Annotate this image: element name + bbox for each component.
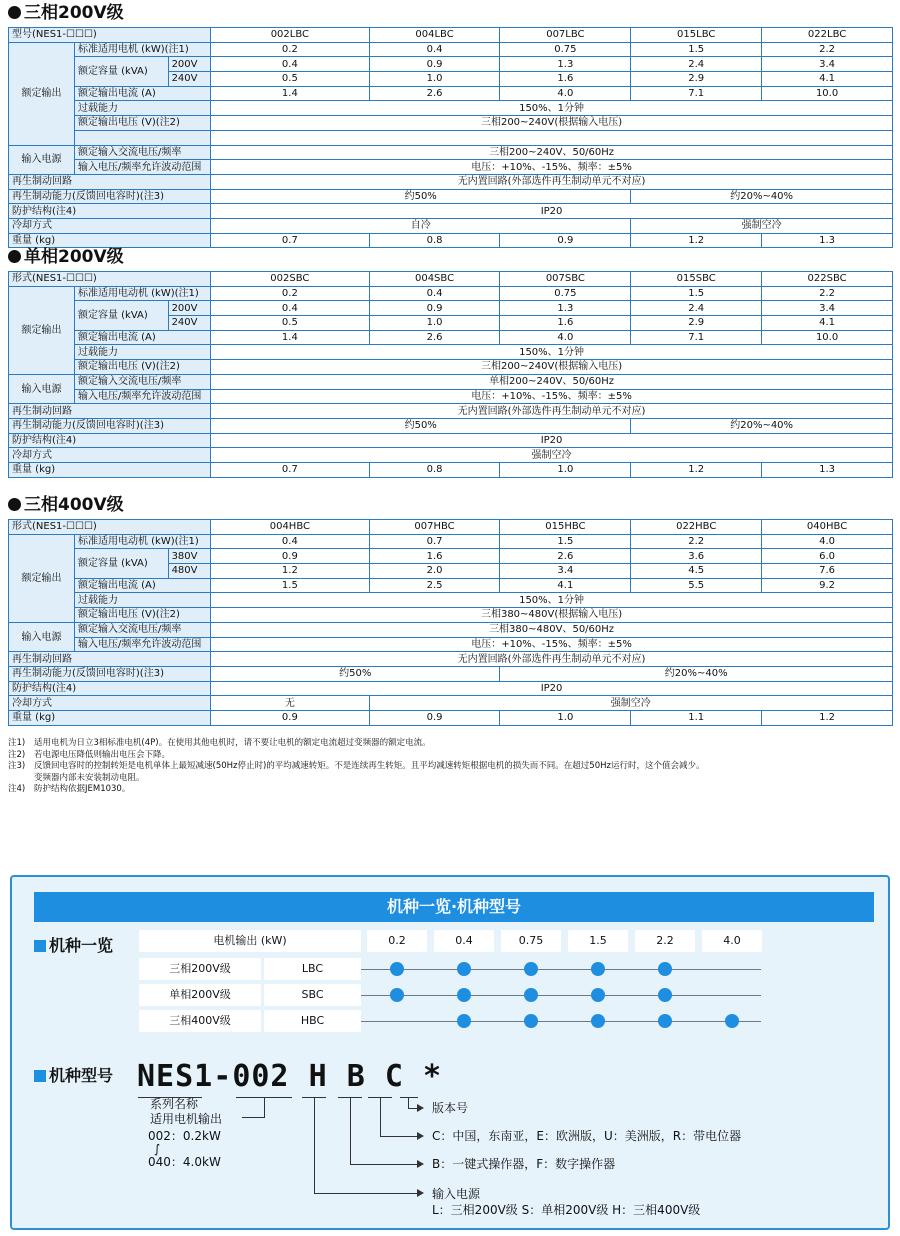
table-row — [9, 130, 893, 145]
table-row: 240V 0.5 1.0 1.6 2.9 4.1 — [9, 316, 893, 331]
table-row: 型号(NES1-☐☐☐) 002LBC 004LBC 007LBC 015LBC 022LBC — [9, 28, 893, 43]
lineup-row-code: LBC — [264, 958, 361, 980]
table-row: 额定容量 (kVA) 200V 0.4 0.9 1.3 2.4 3.4 — [9, 301, 893, 316]
lineup-row-code: SBC — [264, 984, 361, 1006]
bracket-line — [314, 1097, 315, 1193]
model-version: * — [422, 1059, 442, 1094]
arrow-right-icon — [417, 1132, 424, 1140]
table-row: 再生制动回路 无内置回路(外部选件再生制动单元不对应) — [9, 174, 893, 189]
table-row: 再生制动能力(反馈回电容时)(注3) 约50% 约20%~40% — [9, 189, 893, 204]
bracket-line — [314, 1193, 418, 1194]
bracket-line — [350, 1097, 351, 1164]
table-row: 额定容量 (kVA) 200V 0.4 0.9 1.3 2.4 3.4 — [9, 57, 893, 72]
motor-output-label: 电机输出 (kW) — [139, 930, 361, 952]
bracket-line — [380, 1136, 418, 1137]
square-bullet-icon — [34, 940, 46, 952]
model-lineup-panel — [10, 875, 890, 1230]
power-title: 输入电源 — [432, 1187, 481, 1201]
bracket-line — [380, 1097, 381, 1137]
table-row: 重量 (kg) 0.9 0.9 1.0 1.1 1.2 — [9, 710, 893, 725]
group-label: 额定输出 — [9, 534, 75, 622]
output-cell: 1.5 — [568, 930, 628, 952]
output-cell: 0.2 — [367, 930, 427, 952]
available-dot-icon — [658, 1014, 672, 1028]
available-dot-icon — [390, 962, 404, 976]
series-name-label: 系列名称 — [150, 1097, 199, 1111]
table-row: 额定容量 (kVA) 380V 0.9 1.6 2.6 3.6 6.0 — [9, 549, 893, 564]
row-line — [361, 1021, 761, 1022]
model-header: 形式(NES1-☐☐☐) — [9, 272, 211, 287]
model-operator: B — [346, 1059, 366, 1094]
table-row: 重量 (kg) 0.7 0.8 1.0 1.2 1.3 — [9, 462, 893, 477]
section-title: 三相200V级 — [8, 2, 124, 24]
model-dash: - — [213, 1059, 233, 1094]
group-label: 输入电源 — [9, 374, 75, 403]
group-label: 输入电源 — [9, 145, 75, 174]
bracket-line — [264, 1097, 265, 1118]
model-output: 002 — [232, 1059, 290, 1094]
group-label: 额定输出 — [9, 286, 75, 374]
table-row: 输入电源 额定输入交流电压/频率 三相380~480V、50/60Hz — [9, 622, 893, 637]
available-dot-icon — [390, 988, 404, 1002]
model-region: C — [384, 1059, 404, 1094]
version-label: 版本号 — [432, 1101, 469, 1115]
model-number-heading: 机种型号 — [34, 1063, 113, 1086]
footnote: 注3) 反馈回电容时的控制转矩是电机单体上最短减速(50Hz停止时)的平均减速转矩。不是连续再生转矩。且平均减速转矩根据电机的损失而不同。在超过50Hz运行时，这个值会减少。 — [8, 761, 705, 771]
table-row: 额定输出电压 (V)(注2) 三相380~480V(根据输入电压) — [9, 608, 893, 623]
footnote: 注4) 防护结构依据JEM1030。 — [8, 784, 131, 794]
footnote: 变频器内部未安装制动电阻。 — [34, 772, 145, 783]
available-dot-icon — [457, 962, 471, 976]
available-dot-icon — [591, 1014, 605, 1028]
table-row: 输入电压/频率允许波动范围 电压：+10%、-15%、频率：±5% — [9, 637, 893, 652]
table-row: 再生制动回路 无内置回路(外部选件再生制动单元不对应) — [9, 652, 893, 667]
available-dot-icon — [591, 962, 605, 976]
lineup-row-name: 单相200V级 — [139, 984, 261, 1006]
region-desc: C：中国，东南亚，E：欧洲版，U：美洲版，R：带电位器 — [432, 1129, 742, 1143]
table-row: 额定输出 标准适用电动机 (kW)(注1) 0.2 0.4 0.75 1.5 2.2 — [9, 286, 893, 301]
model-series: NES1 — [137, 1059, 214, 1094]
available-dot-icon — [725, 1014, 739, 1028]
table-row: 冷却方式 自冷 强制空冷 — [9, 218, 893, 233]
footnote: 注2) 若电源电压降低则输出电压会下降。 — [8, 749, 171, 760]
lineup-row-code: HBC — [264, 1010, 361, 1032]
model-number — [137, 1059, 442, 1094]
model-header: 型号(NES1-☐☐☐) — [9, 28, 211, 43]
table-row: 形式(NES1-☐☐☐) 004HBC 007HBC 015HBC 022HBC 040HBC — [9, 520, 893, 535]
output-cell: 0.75 — [501, 930, 561, 952]
table-row: 再生制动回路 无内置回路(外部选件再生制动单元不对应) — [9, 404, 893, 419]
arrow-right-icon — [417, 1160, 424, 1168]
available-dot-icon — [658, 962, 672, 976]
footnotes — [8, 738, 893, 796]
spec-table-1ph-200v — [8, 271, 893, 478]
table-row: 额定输出电流 (A) 1.4 2.6 4.0 7.1 10.0 — [9, 86, 893, 101]
table-row: 冷却方式 强制空冷 — [9, 448, 893, 463]
output-cell: 0.4 — [434, 930, 494, 952]
table-row: 240V 0.5 1.0 1.6 2.9 4.1 — [9, 72, 893, 87]
model-header: 形式(NES1-☐☐☐) — [9, 520, 211, 535]
table-row: 防护结构(注4) IP20 — [9, 433, 893, 448]
range-to: 040：4.0kW — [148, 1155, 221, 1169]
available-dot-icon — [524, 1014, 538, 1028]
table-row: 过载能力 150%、1分钟 — [9, 345, 893, 360]
section-title: 单相200V级 — [8, 246, 124, 268]
available-dot-icon — [524, 962, 538, 976]
bullet-icon — [8, 250, 21, 263]
table-row: 重量 (kg) 0.7 0.8 0.9 1.2 1.3 — [9, 233, 893, 248]
section-title: 三相400V级 — [8, 494, 124, 516]
group-label: 输入电源 — [9, 622, 75, 651]
arrow-right-icon — [417, 1104, 424, 1112]
table-row: 过载能力 150%、1分钟 — [9, 593, 893, 608]
table-row: 防护结构(注4) IP20 — [9, 681, 893, 696]
lineup-row-name: 三相400V级 — [139, 1010, 261, 1032]
lineup-row-name: 三相200V级 — [139, 958, 261, 980]
spec-table-3ph-200v — [8, 27, 893, 248]
row-line — [361, 969, 761, 970]
table-row: 额定输出 标准适用电机 (kW)(注1) 0.2 0.4 0.75 1.5 2.2 — [9, 42, 893, 57]
row-line — [361, 995, 761, 996]
operator-desc: B：一键式操作器，F：数字操作器 — [432, 1157, 616, 1171]
bullet-icon — [8, 6, 21, 19]
bracket-line — [242, 1117, 264, 1118]
table-row: 再生制动能力(反馈回电容时)(注3) 约50% 约20%~40% — [9, 666, 893, 681]
available-dot-icon — [457, 988, 471, 1002]
table-row: 输入电源 额定输入交流电压/频率 三相200~240V、50/60Hz — [9, 145, 893, 160]
table-row: 输入电压/频率允许波动范围 电压：+10%、-15%、频率：±5% — [9, 389, 893, 404]
available-dot-icon — [658, 988, 672, 1002]
group-label: 额定输出 — [9, 42, 75, 145]
bracket-line — [350, 1164, 418, 1165]
lineup-heading: 机种一览 — [34, 933, 113, 956]
table-row: 额定输出电流 (A) 1.4 2.6 4.0 7.1 10.0 — [9, 330, 893, 345]
spec-table-3ph-400v — [8, 519, 893, 726]
table-row: 防护结构(注4) IP20 — [9, 204, 893, 219]
bracket-line — [400, 1097, 418, 1098]
table-row: 额定输出 标准适用电动机 (kW)(注1) 0.4 0.7 1.5 2.2 4.0 — [9, 534, 893, 549]
bracket-line — [408, 1097, 409, 1108]
available-dot-icon — [591, 988, 605, 1002]
output-cell: 2.2 — [635, 930, 695, 952]
table-row: 480V 1.2 2.0 3.4 4.5 7.6 — [9, 564, 893, 579]
panel-title: 机种一览·机种型号 — [34, 892, 874, 922]
available-dot-icon — [524, 988, 538, 1002]
arrow-right-icon — [417, 1189, 424, 1197]
table-row: 再生制动能力(反馈回电容时)(注3) 约50% 约20%~40% — [9, 418, 893, 433]
range-from: 002：0.2kW — [148, 1129, 221, 1143]
motor-output-caption: 适用电机输出 — [150, 1112, 223, 1126]
model-power: H — [308, 1059, 328, 1094]
table-row: 形式(NES1-☐☐☐) 002SBC 004SBC 007SBC 015SBC 022SBC — [9, 272, 893, 287]
footnote: 注1) 适用电机为日立3相标准电机(4P)。在使用其他电机时，请不要让电机的额定电流超过变频器的额定电流。 — [8, 738, 431, 748]
available-dot-icon — [457, 1014, 471, 1028]
table-row: 额定输出电压 (V)(注2) 三相200~240V(根据输入电压) — [9, 116, 893, 131]
table-row: 过载能力 150%、1分钟 — [9, 101, 893, 116]
output-cell: 4.0 — [702, 930, 762, 952]
table-row: 额定输出电压 (V)(注2) 三相200~240V(根据输入电压) — [9, 360, 893, 375]
square-bullet-icon — [34, 1070, 46, 1082]
table-row: 额定输出电流 (A) 1.5 2.5 4.1 5.5 9.2 — [9, 578, 893, 593]
bullet-icon — [8, 498, 21, 511]
table-row: 输入电源 额定输入交流电压/频率 单相200~240V、50/60Hz — [9, 374, 893, 389]
table-row: 输入电压/频率允许波动范围 电压：+10%、-15%、频率：±5% — [9, 160, 893, 175]
table-row: 冷却方式 无 强制空冷 — [9, 696, 893, 711]
power-desc: L：三相200V级 S：单相200V级 H：三相400V级 — [432, 1203, 701, 1217]
range-symbol: ∫ — [154, 1142, 161, 1156]
